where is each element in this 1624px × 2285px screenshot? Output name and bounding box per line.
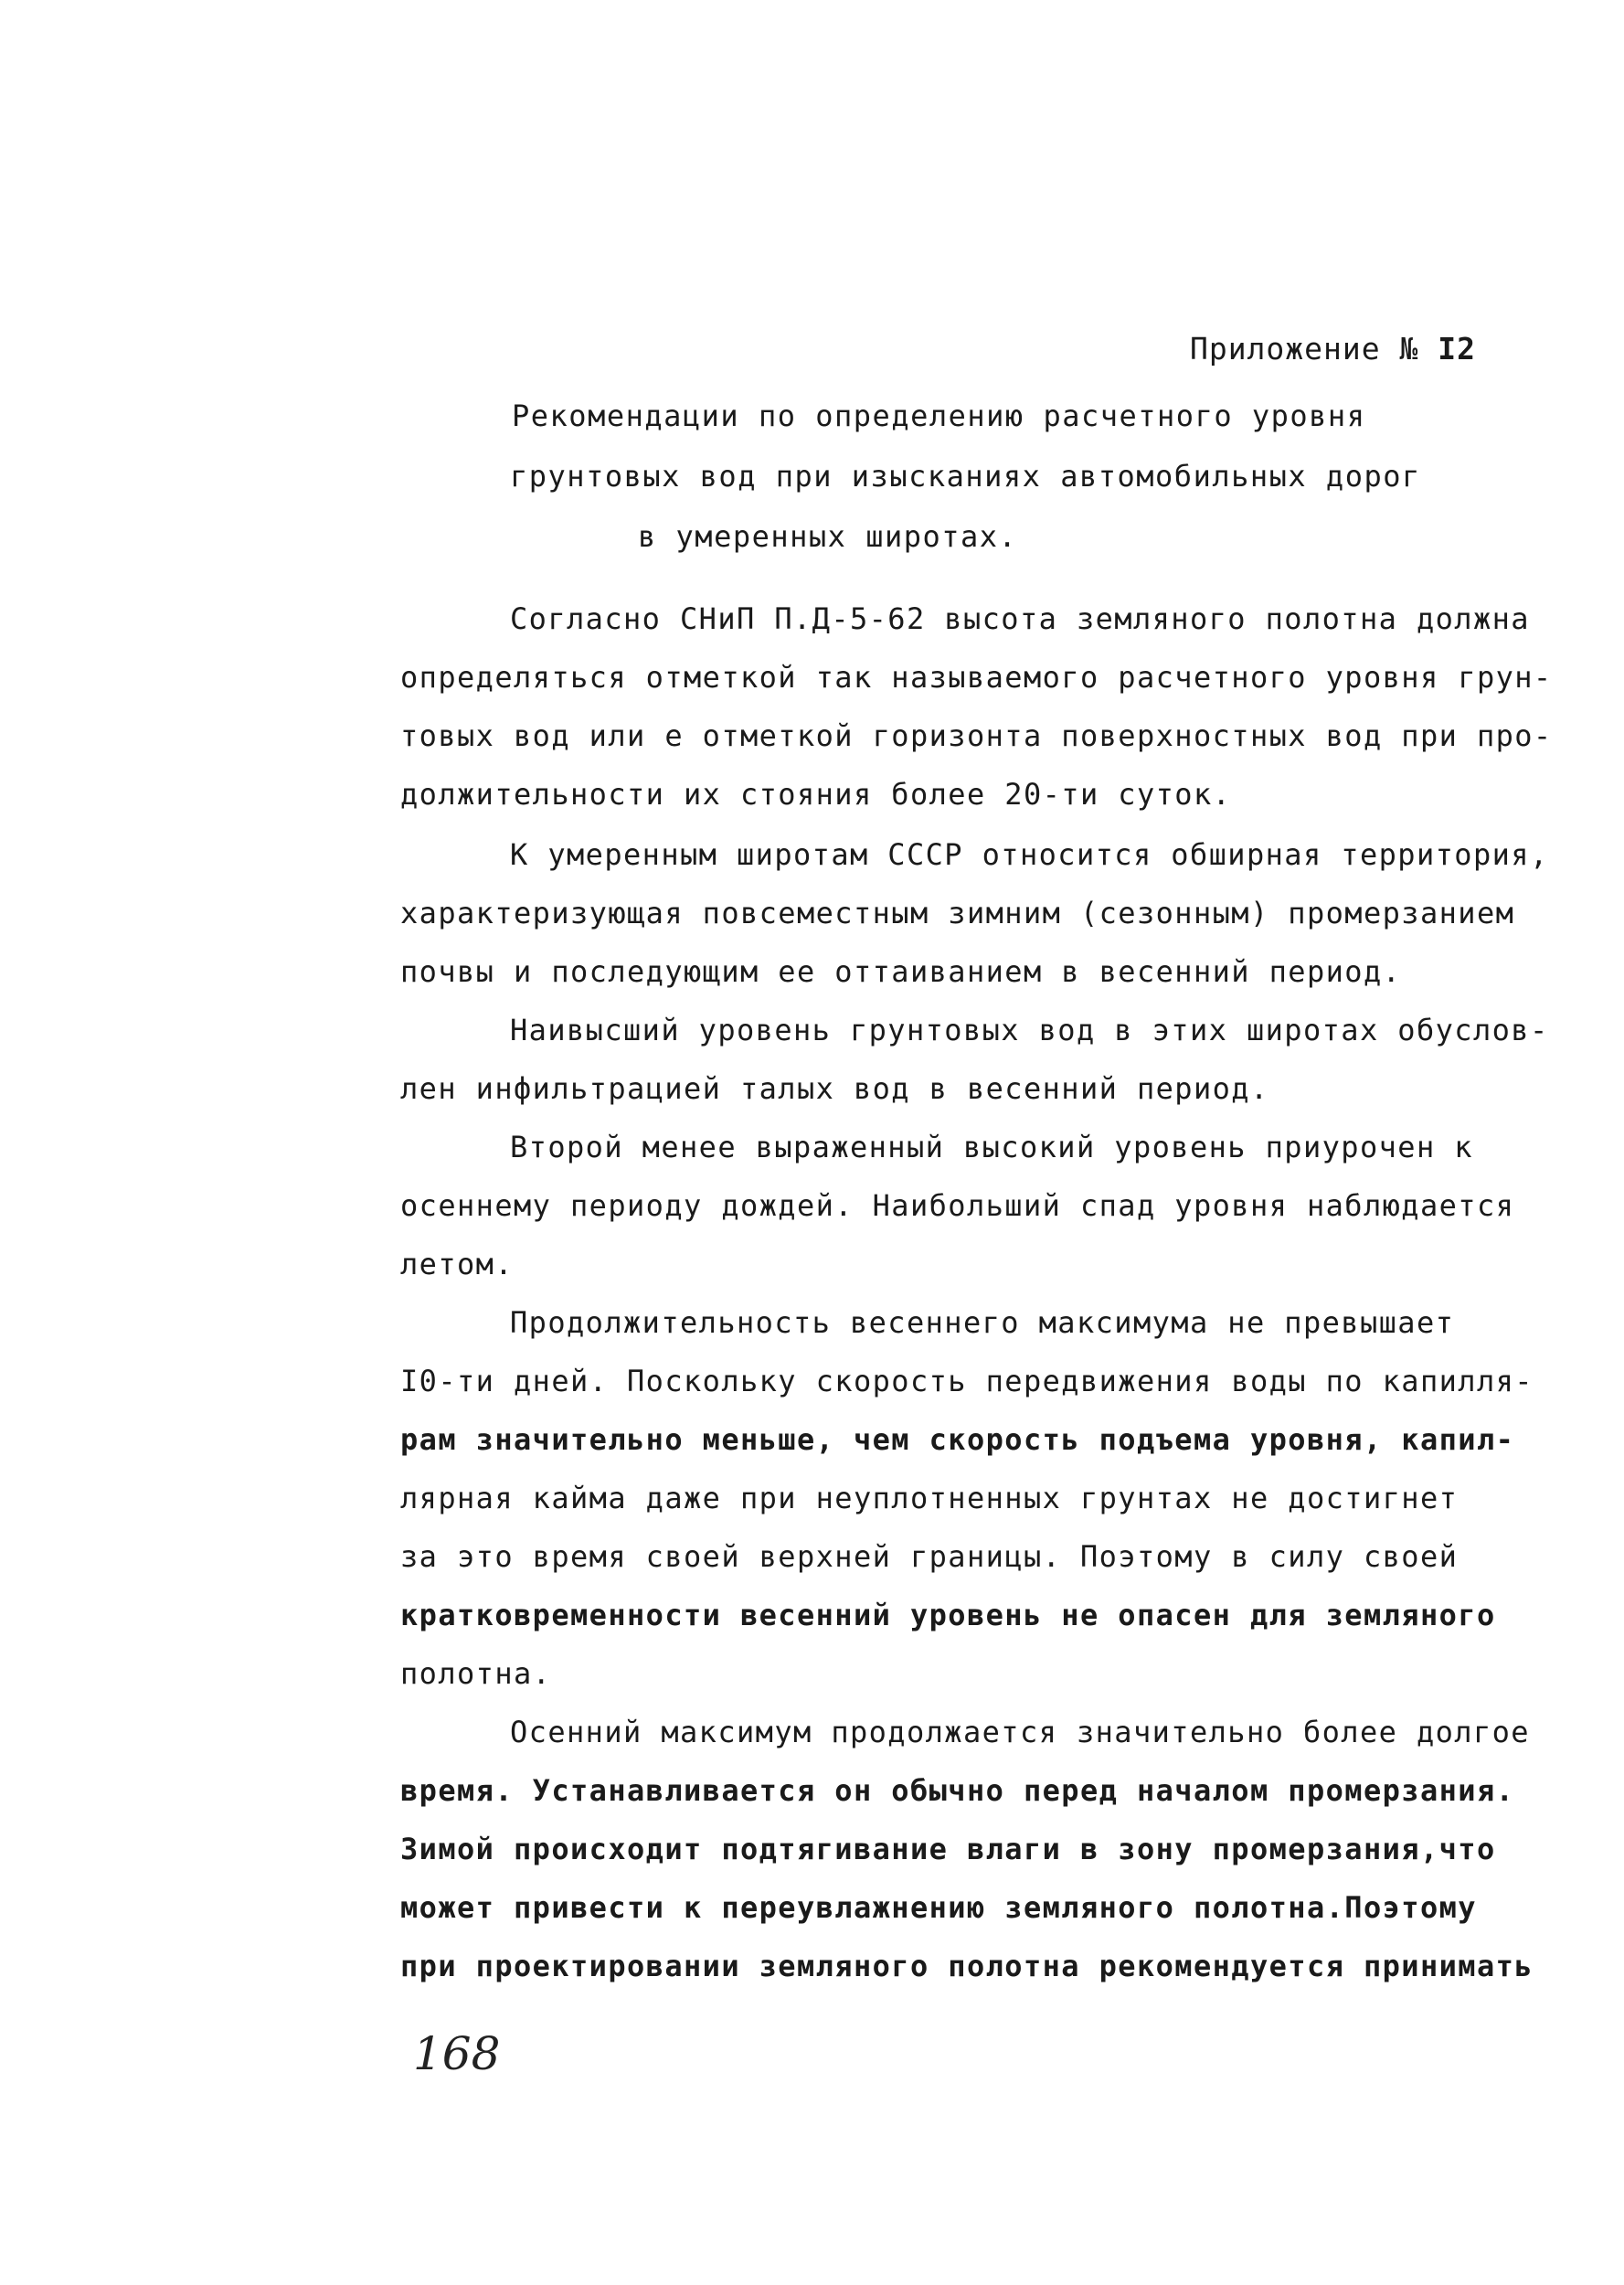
title-line-2: грунтовых вод при изысканиях автомобильных дорог <box>510 459 1421 494</box>
body-line: должительности их стояния более 20-ти суток. <box>400 777 1232 812</box>
title-line-1: Рекомендации по определению расчетного уровня <box>512 399 1366 433</box>
body-line: почвы и последующим ее оттаиванием в весенний период. <box>400 954 1402 989</box>
body-line: К умеренным широтам СССР относится обширная территория, <box>510 837 1549 872</box>
body-line: кратковременности весенний уровень не опасен для земляного <box>400 1598 1496 1632</box>
body-line: Продолжительность весеннего максимума не превышает <box>510 1305 1455 1340</box>
body-line: осеннему периоду дождей. Наибольший спад уровня наблюдается <box>400 1188 1515 1223</box>
body-line: Зимой происходит подтягивание влаги в зону промерзания,что <box>400 1832 1496 1866</box>
body-line: Наивысший уровень грунтовых вод в этих широтах обуслов- <box>510 1013 1549 1047</box>
body-line: характеризующая повсеместным зимним (сезонным) промерзанием <box>400 896 1515 930</box>
body-line: I0-ти дней. Поскольку скорость передвижения воды по капилля- <box>400 1364 1534 1398</box>
body-line: товых вод или е отметкой горизонта поверхностных вод при про- <box>400 718 1553 753</box>
appendix-number: I2 <box>1438 331 1476 367</box>
body-line: Осенний максимум продолжается значительно более долгое <box>510 1715 1530 1749</box>
body-line: полотна. <box>400 1656 552 1691</box>
title-line-3: в умеренных широтах. <box>638 519 1018 554</box>
body-line: летом. <box>400 1247 514 1281</box>
body-line: Второй менее выраженный высокий уровень приурочен к <box>510 1130 1473 1164</box>
body-line: лен инфильтрацией талых вод в весенний период. <box>400 1071 1269 1106</box>
handwritten-page-number: 168 <box>413 2027 501 2080</box>
body-line: лярная кайма даже при неуплотненных грунтах не достигнет <box>400 1481 1459 1515</box>
body-line: рам значительно меньше, чем скорость подъема уровня, капил- <box>400 1422 1515 1457</box>
body-line: Согласно СНиП П.Д-5-62 высота земляного полотна должна <box>510 601 1530 636</box>
body-line: за это время своей верхней границы. Поэтому в силу своей <box>400 1539 1459 1574</box>
body-line: время. Устанавливается он обычно перед началом промерзания. <box>400 1773 1515 1808</box>
body-line: может привести к переувлажнению земляного полотна.Поэтому <box>400 1890 1477 1925</box>
appendix-label: Приложение № <box>1189 331 1419 367</box>
body-line: определяться отметкой так называемого расчетного уровня грун- <box>400 660 1553 695</box>
body-line: при проектировании земляного полотна рекомендуется принимать <box>400 1949 1534 1983</box>
appendix-heading <box>1190 331 1476 367</box>
